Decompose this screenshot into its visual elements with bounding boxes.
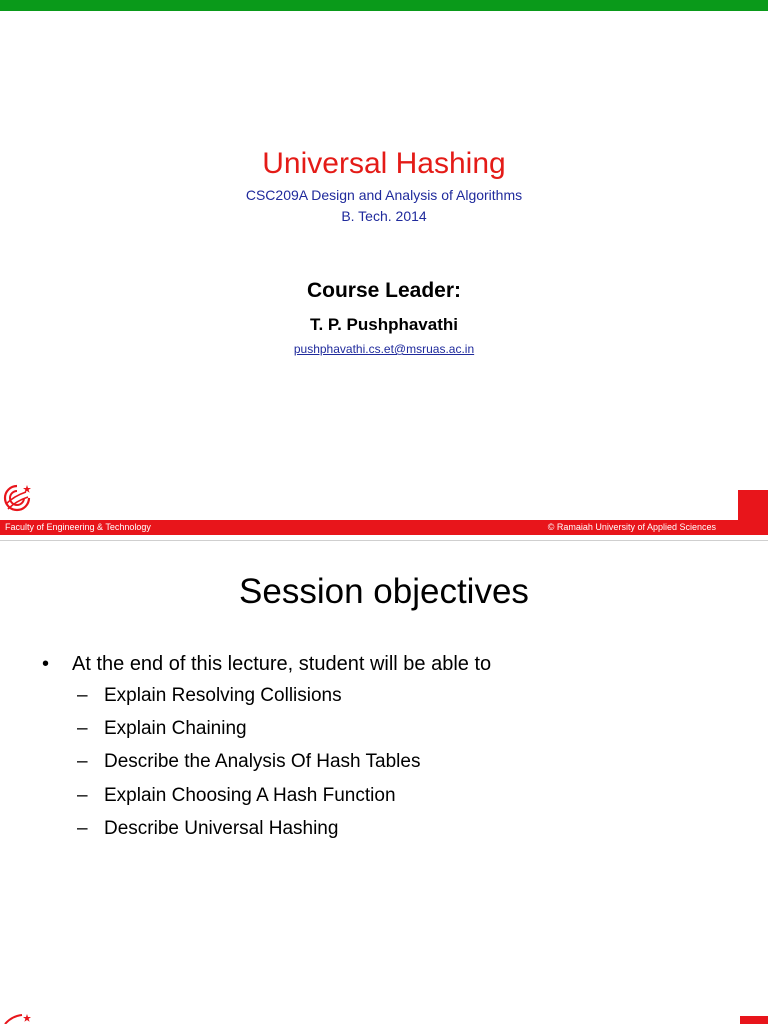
objective-text: Describe the Analysis Of Hash Tables xyxy=(104,751,421,772)
footer-bar xyxy=(0,520,768,535)
course-leader-email-link[interactable]: pushphavathi.cs.et@msruas.ac.in xyxy=(293,342,475,356)
dash-icon: – xyxy=(77,785,88,806)
top-green-bar xyxy=(0,0,768,11)
footer-faculty: Faculty of Engineering & Technology xyxy=(5,522,151,532)
footer-red-block xyxy=(738,490,768,520)
bullet-text: At the end of this lecture, student will be able to xyxy=(72,653,492,675)
objective-item xyxy=(77,784,396,808)
ramaiah-logo-icon xyxy=(2,482,32,518)
objective-item xyxy=(77,750,421,774)
course-name: Design and Analysis of Algorithms xyxy=(311,187,523,203)
bullet-item xyxy=(42,651,491,677)
footer-copyright: © Ramaiah University of Applied Sciences xyxy=(547,522,716,532)
year: 2014 xyxy=(395,208,427,224)
footer-red-block xyxy=(740,1016,768,1024)
course-leader-heading: Course Leader: xyxy=(306,279,462,302)
program: B. Tech. xyxy=(341,208,392,224)
objective-text: Explain Choosing A Hash Function xyxy=(104,785,396,806)
objective-item xyxy=(77,817,339,841)
objective-item xyxy=(77,717,247,741)
dash-icon: – xyxy=(77,751,88,772)
course-line xyxy=(0,186,768,204)
ramaiah-logo-icon xyxy=(2,1014,32,1024)
dash-icon: – xyxy=(77,718,88,739)
dash-icon: – xyxy=(77,685,88,706)
slide-divider xyxy=(0,540,768,541)
objective-text: Explain Resolving Collisions xyxy=(104,685,342,706)
course-code: CSC209A xyxy=(245,187,308,203)
course-leader-name: T. P. Pushphavathi xyxy=(309,315,458,334)
slide-title: Universal Hashing xyxy=(262,147,506,180)
objective-item xyxy=(77,684,342,708)
objectives-slide xyxy=(0,544,768,1024)
slide-title: Session objectives xyxy=(239,572,529,611)
bullet-icon: • xyxy=(42,653,50,675)
objective-text: Describe Universal Hashing xyxy=(104,818,339,839)
objective-text: Explain Chaining xyxy=(104,718,247,739)
dash-icon: – xyxy=(77,818,88,839)
program-line xyxy=(0,207,768,225)
